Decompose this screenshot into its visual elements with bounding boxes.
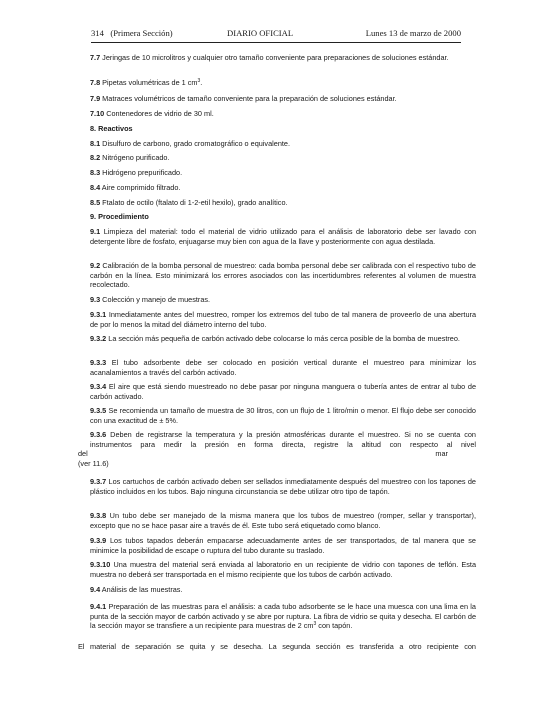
superscript: 3	[313, 621, 317, 628]
item-text: Aire comprimido filtrado.	[100, 183, 181, 192]
item-text-mar: mar	[435, 449, 448, 458]
heading-text: 8. Reactivos	[90, 124, 133, 133]
item-number: 9.3	[90, 295, 101, 304]
item-number: 8.3	[90, 168, 101, 177]
item-9-2	[90, 261, 476, 290]
item-8-3	[90, 168, 476, 178]
publication-title: DIARIO OFICIAL	[227, 28, 294, 38]
item-text: Contenedores de vidrio de 30 ml.	[104, 109, 214, 118]
item-text: Colección y manejo de muestras.	[100, 295, 211, 304]
item-9-3-9	[90, 536, 476, 555]
item-number: 7.8	[90, 78, 101, 87]
item-7-7	[90, 53, 476, 63]
item-9-3-6	[90, 430, 476, 449]
item-9-3-5	[90, 406, 476, 425]
item-9-3-1	[90, 310, 476, 329]
item-number: 9.3.4	[90, 382, 107, 391]
item-9-4-1	[90, 602, 476, 631]
item-9-3-2	[90, 334, 476, 344]
item-text: Disulfuro de carbono, grado cromatográfico o equivalente.	[100, 139, 290, 148]
item-text: Ftalato de octilo (ftalato di 1-2-etil hexilo), grado analítico.	[100, 198, 288, 207]
item-number: 8.4	[90, 183, 101, 192]
item-text: Una muestra del material será enviada al laboratorio en un recipiente de vidrio con tapones de teflón. Esta muestra no deberá ser transportada en el mismo recipiente que los tubos de carbón activado.	[90, 560, 476, 579]
item-9-3-10	[90, 560, 476, 579]
item-7-8	[90, 78, 476, 88]
item-text: Jeringas de 10 microlitros y cualquier otro tamaño conveniente para preparaciones de soluciones estándar.	[100, 53, 449, 62]
item-9-3-6-continuation	[78, 449, 476, 459]
item-text-ver: (ver 11.6)	[78, 459, 109, 468]
item-9-1	[90, 227, 476, 246]
section-label: (Primera Sección)	[110, 28, 173, 38]
item-number: 9.3.8	[90, 511, 107, 520]
page-number: 314	[91, 28, 104, 38]
item-number: 7.10	[90, 109, 105, 118]
paragraph-continuation	[78, 642, 476, 652]
item-8-1	[90, 139, 476, 149]
header-rule	[91, 42, 461, 43]
heading-text: 9. Procedimiento	[90, 212, 149, 221]
item-text: Un tubo debe ser manejado de la misma manera que los tubos de muestreo (romper, sellar y transportar), excepto que no se hace pasar aire a través de él. Este tubo será etiquetado como blanco.	[90, 511, 476, 530]
item-text: Calibración de la bomba personal de muestreo: cada bomba personal debe ser calibrada con el respectivo tubo de carbón en la línea. Esto minimizará los errores asociados con las incertidumbres referentes al volumen de muestra recolectado.	[90, 261, 476, 290]
item-text: Deben de registrarse la temperatura y la presión atmosféricas durante el muestreo. Si no se cuenta con instrumentos para medir la presión en forma directa, registre la altitud con respecto al nivel	[90, 430, 476, 449]
paragraph-text: El material de separación se quita y se desecha. La segunda sección es transferida a otro recipiente con	[78, 642, 476, 651]
item-text-del: del	[78, 449, 88, 458]
item-number: 7.7	[90, 53, 101, 62]
section-heading-8	[90, 124, 476, 134]
item-9-3-6-reference	[78, 459, 476, 469]
item-text: Los tubos tapados deberán empacarse adecuadamente antes de ser transportados, de tal manera que se minimice la posibilidad de escape o ruptura del tubo durante su traslado.	[90, 536, 476, 555]
item-9-3-3	[90, 358, 476, 377]
item-8-4	[90, 183, 476, 193]
item-number: 9.3.6	[90, 430, 107, 439]
item-text: La sección más pequeña de carbón activado debe colocarse lo más cerca posible de la bomba de muestreo.	[106, 334, 460, 343]
item-number: 9.1	[90, 227, 101, 236]
item-text: Nitrógeno purificado.	[100, 153, 170, 162]
item-number: 9.2	[90, 261, 101, 270]
item-text: Preparación de las muestras para el análisis: a cada tubo adsorbente se le hace una muesca con una lima en la punta de la sección mayor de carbón activado y se abre por ruptura. La fibra de vidrio se quita y desecha. El carbón de la sección mayor se transfiere a un recipiente para muestras de 2 cm	[90, 602, 476, 631]
item-number: 9.3.1	[90, 310, 107, 319]
item-9-3-7	[90, 477, 476, 496]
item-text: El aire que está siendo muestreado no debe pasar por ninguna manguera o tubería antes de entrar al tubo de carbón activado.	[90, 382, 476, 401]
superscript: 3	[197, 78, 201, 84]
item-8-2	[90, 153, 476, 163]
header-page-info	[91, 28, 173, 38]
item-number: 9.3.9	[90, 536, 107, 545]
item-text-tail: .	[200, 78, 203, 87]
item-7-10	[90, 109, 476, 119]
item-number: 8.2	[90, 153, 101, 162]
item-number: 9.3.10	[90, 560, 111, 569]
item-9-4	[90, 585, 476, 595]
item-7-9	[90, 94, 476, 104]
item-number: 9.3.7	[90, 477, 107, 486]
item-number: 8.5	[90, 198, 101, 207]
item-text: Inmediatamente antes del muestreo, romper los extremos del tubo de tal manera de proveerlo de una abertura de por lo menos la mitad del diámetro interno del tubo.	[90, 310, 476, 329]
page-header	[91, 28, 461, 42]
item-number: 9.3.5	[90, 406, 107, 415]
item-text: Pipetas volumétricas de 1 cm	[100, 78, 198, 87]
item-number: 8.1	[90, 139, 101, 148]
item-9-3	[90, 295, 476, 305]
item-number: 9.4.1	[90, 602, 107, 611]
publication-date: Lunes 13 de marzo de 2000	[365, 28, 461, 38]
item-text: Se recomienda un tamaño de muestra de 30 litros, con un flujo de 1 litro/min o menor. El flujo debe ser conocido con una exactitud de ± 5%.	[90, 406, 476, 425]
section-heading-9	[90, 212, 476, 222]
item-text-tail: con tapón.	[316, 621, 353, 631]
item-number: 9.3.3	[90, 358, 107, 367]
item-number: 7.9	[90, 94, 101, 103]
item-8-5	[90, 198, 476, 208]
item-text: Análisis de las muestras.	[100, 585, 183, 594]
item-9-3-8	[90, 511, 476, 530]
item-text: Matraces volumétricos de tamaño conveniente para la preparación de soluciones estándar.	[100, 94, 397, 103]
item-number: 9.4	[90, 585, 101, 594]
item-number: 9.3.2	[90, 334, 107, 343]
item-text: El tubo adsorbente debe ser colocado en posición vertical durante el muestreo para minimizar los acanalamientos a través del carbón activado.	[90, 358, 476, 377]
item-text: Hidrógeno prepurificado.	[100, 168, 183, 177]
item-text: Los cartuchos de carbón activado deben ser sellados inmediatamente después del muestreo con los tapones de plástico incluidos en los tubos. Bajo ninguna circunstancia se debe utilizar otro tipo de tapón.	[90, 477, 476, 496]
item-9-3-4	[90, 382, 476, 401]
item-text: Limpieza del material: todo el material de vidrio utilizado para el análisis de laboratorio debe ser lavado con detergente libre de fosfato, enjuagarse muy bien con agua de la llave y posteriormente con agua destilada.	[90, 227, 476, 246]
